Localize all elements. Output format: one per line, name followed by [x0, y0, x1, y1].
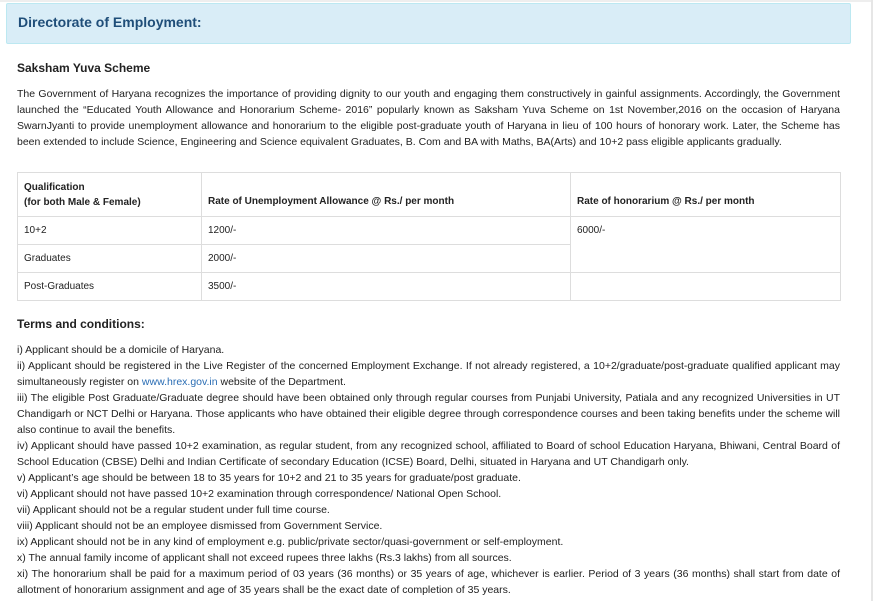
honorarium-header: Rate of honorarium @ Rs./ per month — [571, 173, 841, 217]
top-border — [0, 0, 873, 2]
qualification-cell: Graduates — [18, 245, 202, 273]
term-item: x) The annual family income of applicant shall not exceed rupees three lakhs (Rs.3 lakhs) from all sources. — [17, 552, 512, 564]
section-header — [6, 3, 851, 44]
allowance-cell: 1200/- — [202, 217, 571, 245]
term-item: iii) The eligible Post Graduate/Graduate degree should have been obtained only through regular courses from Punjabi University, Patiala and any recognized Universities in UT Chandigarh or NCT Delhi or Haryana. Those applicants who have obtained their eligible degree through correspondence courses and been taking benefits under the scheme will also continue to avail the benefits. — [17, 392, 840, 436]
table-row — [18, 217, 841, 245]
header-title: Directorate of Employment: — [18, 14, 202, 30]
term-item: xi) The honorarium shall be paid for a maximum period of 03 years (36 months) or 35 years of age, whichever is earlier. Period of 3 years (36 months) shall start from date of allotment of honorarium assignment and age of 35 years shall be the exact date of completion of 35 years. — [17, 568, 840, 596]
term-item: ix) Applicant should not be in any kind of employment e.g. public/private sector/quasi-government or self-employment. — [17, 536, 564, 548]
term-item — [17, 358, 840, 390]
terms-list — [17, 342, 840, 598]
term-item: vii) Applicant should not be a regular student under full time course. — [17, 504, 330, 516]
term-item: v) Applicant’s age should be between 18 to 35 years for 10+2 and 21 to 35 years for graduate/post graduate. — [17, 472, 521, 484]
scheme-intro: The Government of Haryana recognizes the importance of providing dignity to our youth and engaging them constructively in gainful assignments. Accordingly, the Government launched the “Educated Youth Allowance and Honorarium Scheme- 2016” popularly known as Saksham Yuva Scheme on 1st November,2016 on the occasion of Haryana SwarnJyanti to provide unemployment allowance and honorarium to the eligible post-graduate youth of Haryana in lieu of 100 hours of honorary work. Later, the Scheme has been extended to include Science, Engineering and Science equivalent Graduates, B. Com and BA with Maths, BA(Arts) and 10+2 pass eligible applicants gradually. — [17, 88, 840, 148]
term-item: vi) Applicant should not have passed 10+2 examination through correspondence/ National Open School. — [17, 488, 502, 500]
allowance-cell: 2000/- — [202, 245, 571, 273]
table-header-row — [18, 173, 841, 217]
allowance-header: Rate of Unemployment Allowance @ Rs./ per month — [202, 173, 571, 217]
table-row — [18, 273, 841, 301]
qualification-header — [18, 173, 202, 217]
terms-title: Terms and conditions: — [17, 317, 145, 331]
qualification-header-line1: Qualification — [24, 182, 85, 193]
allowance-cell: 3500/- — [202, 273, 571, 301]
term-item: viii) Applicant should not be an employee dismissed from Government Service. — [17, 520, 383, 532]
term-text: ii) Applicant should be registered in the Live Register of the concerned Employment Exchange. If not already registered, a 10+2/graduate/post-graduate qualified applicant may simultaneously register on — [17, 360, 840, 388]
qualification-cell: Post-Graduates — [18, 273, 202, 301]
term-item: iv) Applicant should have passed 10+2 examination, as regular student, from any recognized school, affiliated to Board of school Education Haryana, Bhiwani, Central Board of School Education (CBSE) Delhi and Indian Certificate of secondary Education (ICSE) Board, Delhi, situated in Haryana and UT Chandigarh only. — [17, 440, 840, 468]
honorarium-cell: 6000/- — [571, 217, 841, 273]
qualification-header-line2: (for both Male & Female) — [24, 197, 141, 208]
hrex-link[interactable]: www.hrex.gov.in — [141, 376, 218, 388]
term-text-suffix: website of the Department. — [217, 376, 346, 388]
scheme-title: Saksham Yuva Scheme — [17, 61, 151, 75]
term-item: i) Applicant should be a domicile of Haryana. — [17, 344, 225, 356]
rates-table — [17, 172, 841, 301]
qualification-cell: 10+2 — [18, 217, 202, 245]
empty-honorarium-cell — [571, 273, 841, 301]
